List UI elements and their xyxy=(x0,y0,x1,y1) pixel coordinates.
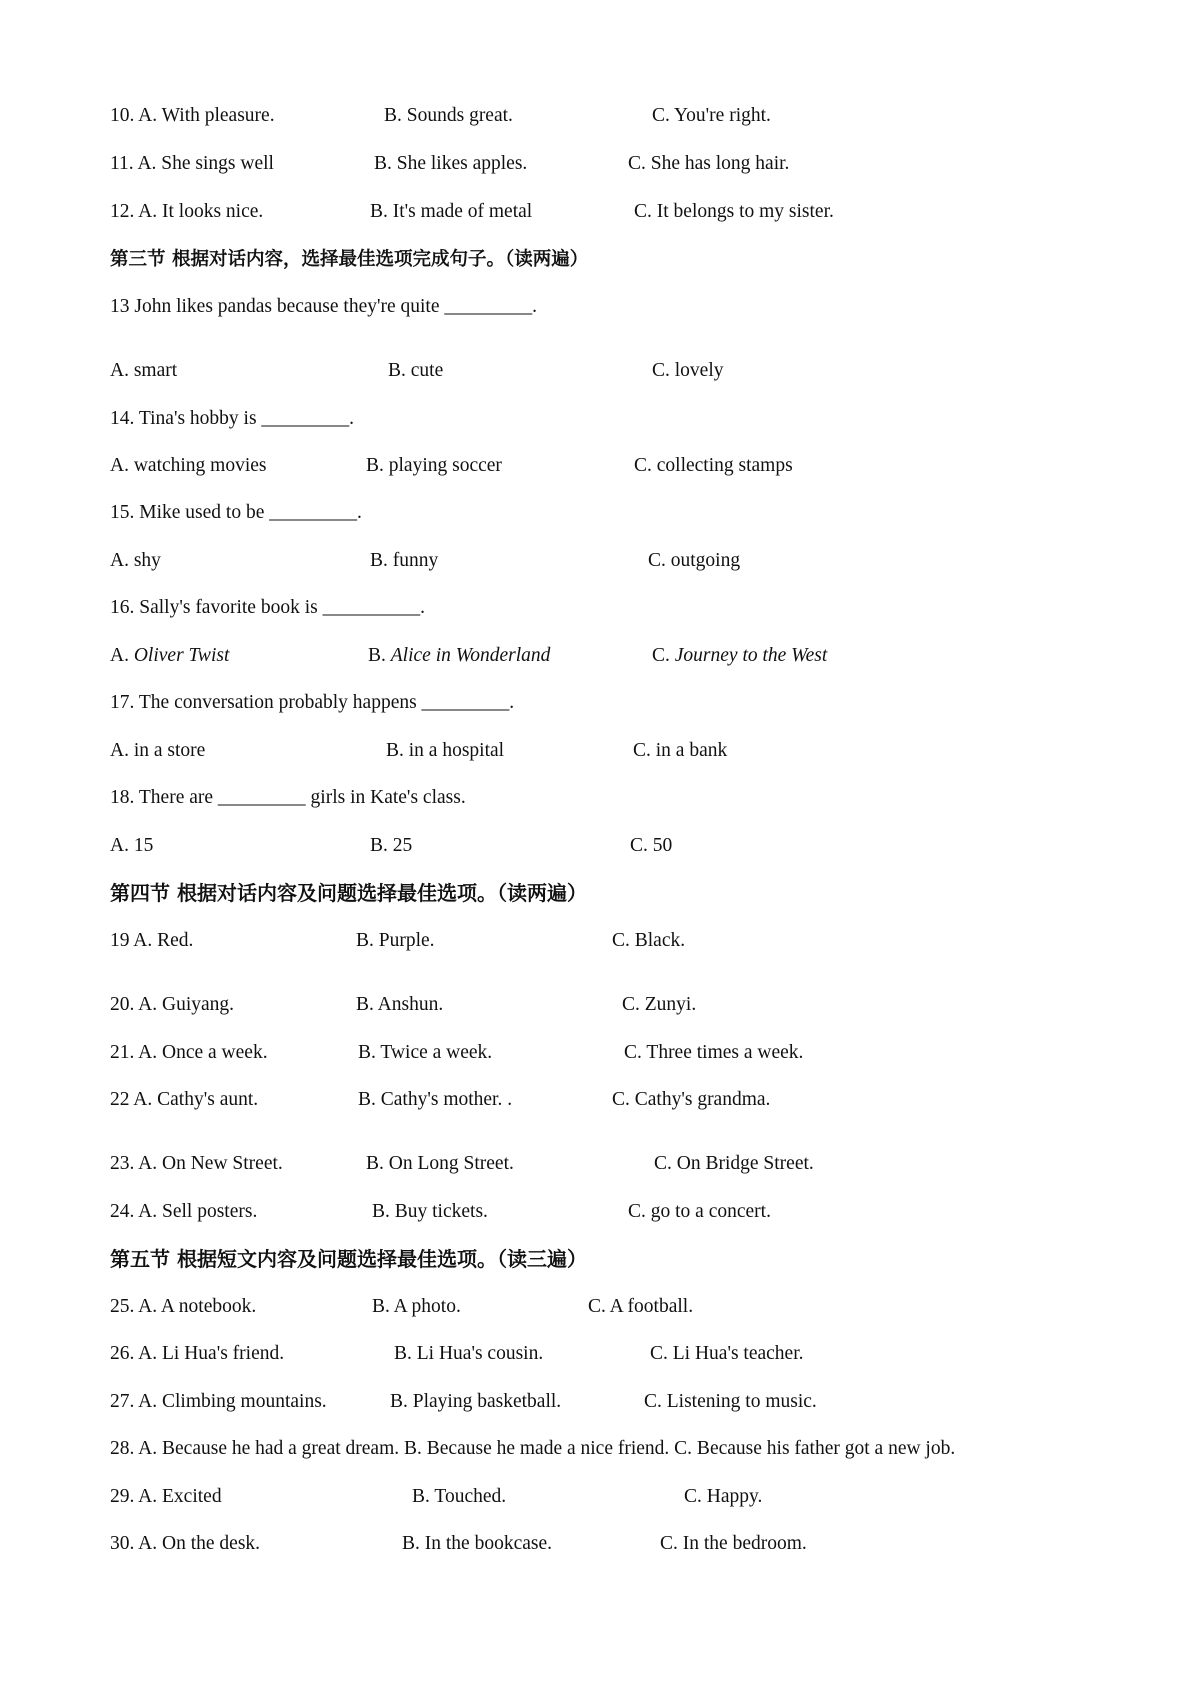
option-b: B. A photo. xyxy=(372,1296,461,1317)
option-a: A. in a store xyxy=(110,740,206,761)
question-21-options xyxy=(110,1037,1110,1069)
section-5-heading: 第五节 根据短文内容及问题选择最佳选项。（读三遍） xyxy=(110,1247,587,1271)
option-prefix: A. xyxy=(110,645,134,666)
option-a: 26. A. Li Hua's friend. xyxy=(110,1343,285,1364)
question-20-options xyxy=(110,989,1110,1021)
option-c: C. You're right. xyxy=(652,105,771,126)
option-c: C. On Bridge Street. xyxy=(654,1153,814,1174)
section-3-heading: 第三节 根据对话内容，选择最佳选项完成句子。（读两遍） xyxy=(110,249,589,270)
option-a: 12. A. It looks nice. xyxy=(110,201,264,222)
question-13-stem xyxy=(110,291,1110,323)
option-b: B. Twice a week. xyxy=(358,1042,493,1063)
option-a: 11. A. She sings well xyxy=(110,153,274,174)
option-b: B. playing soccer xyxy=(366,455,502,476)
option-a: 29. A. Excited xyxy=(110,1486,222,1507)
option-c: C. Black. xyxy=(612,930,686,951)
question-13-options xyxy=(110,355,1110,387)
book-title: Alice in Wonderland xyxy=(390,645,551,666)
book-title: Oliver Twist xyxy=(133,645,230,666)
book-title: Journey to the West xyxy=(674,645,828,666)
option-c: C. Li Hua's teacher. xyxy=(650,1343,804,1364)
question-17-stem xyxy=(110,687,1110,719)
question-27-options xyxy=(110,1386,1110,1418)
question-14-stem xyxy=(110,403,1110,435)
option-a: 10. A. With pleasure. xyxy=(110,105,275,126)
option-a: A. smart xyxy=(110,360,178,381)
option-c: C. A football. xyxy=(588,1296,694,1317)
option-a: A. 15 xyxy=(110,835,154,856)
option-a: A. shy xyxy=(110,550,161,571)
option-a: 19 A. Red. xyxy=(110,930,194,951)
option-a: 22 A. Cathy's aunt. xyxy=(110,1089,259,1110)
option-b: B. Cathy's mother. . xyxy=(358,1089,513,1110)
option-b: B. Purple. xyxy=(356,930,435,951)
question-30-options xyxy=(110,1528,1110,1560)
question-stem: 13 John likes pandas because they're quite _________. xyxy=(110,296,538,317)
question-24-options xyxy=(110,1196,1110,1228)
option-c: C. It belongs to my sister. xyxy=(634,201,834,222)
question-25-options xyxy=(110,1291,1110,1323)
option-a: 30. A. On the desk. xyxy=(110,1533,261,1554)
question-11-options xyxy=(110,148,1110,180)
question-stem: 16. Sally's favorite book is __________. xyxy=(110,597,425,618)
option-a: 24. A. Sell posters. xyxy=(110,1201,258,1222)
option-b: B. Playing basketball. xyxy=(390,1391,562,1412)
option-b: B. Buy tickets. xyxy=(372,1201,488,1222)
option-b: B. On Long Street. xyxy=(366,1153,514,1174)
option-b: B. In the bookcase. xyxy=(402,1533,553,1554)
option-a: A. watching movies xyxy=(110,455,267,476)
question-18-options xyxy=(110,830,1110,862)
question-18-stem xyxy=(110,782,1110,814)
option-c: C. Happy. xyxy=(684,1486,763,1507)
option-c: C. In the bedroom. xyxy=(660,1533,807,1554)
question-stem: 18. There are _________ girls in Kate's class. xyxy=(110,787,466,808)
question-28-options xyxy=(110,1433,1110,1465)
question-22-options xyxy=(110,1084,1110,1116)
question-stem: 17. The conversation probably happens _________. xyxy=(110,692,515,713)
option-a: 23. A. On New Street. xyxy=(110,1153,283,1174)
option-c: C. Cathy's grandma. xyxy=(612,1089,771,1110)
option-c: C. Zunyi. xyxy=(622,994,697,1015)
option-c: C. outgoing xyxy=(648,550,741,571)
option-b: B. Li Hua's cousin. xyxy=(394,1343,544,1364)
question-15-options xyxy=(110,545,1110,577)
question-16-stem xyxy=(110,592,1110,624)
option-c: C. Three times a week. xyxy=(624,1042,804,1063)
option-c: C. lovely xyxy=(652,360,724,381)
option-c: C. in a bank xyxy=(633,740,728,761)
option-a: 21. A. Once a week. xyxy=(110,1042,268,1063)
question-29-options xyxy=(110,1481,1110,1513)
option-b: B. Anshun. xyxy=(356,994,444,1015)
option-b: B. 25 xyxy=(370,835,413,856)
option-c xyxy=(652,640,827,672)
option-a: 25. A. A notebook. xyxy=(110,1296,257,1317)
question-stem: 15. Mike used to be _________. xyxy=(110,502,362,523)
question-19-options xyxy=(110,925,1110,957)
option-b: B. Touched. xyxy=(412,1486,507,1507)
question-15-stem xyxy=(110,497,1110,529)
option-c: C. 50 xyxy=(630,835,673,856)
question-10-options xyxy=(110,100,1110,132)
option-a xyxy=(110,640,229,672)
question-16-options xyxy=(110,640,1110,672)
option-prefix: B. xyxy=(368,645,391,666)
option-c: C. go to a concert. xyxy=(628,1201,771,1222)
option-b xyxy=(368,640,550,672)
question-14-options xyxy=(110,450,1110,482)
question-stem: 14. Tina's hobby is _________. xyxy=(110,408,355,429)
option-b: B. Sounds great. xyxy=(384,105,513,126)
question-28-full: 28. A. Because he had a great dream. B. Because he made a nice friend. C. Because his father got a new job. xyxy=(110,1438,956,1459)
option-b: B. It's made of metal xyxy=(370,201,533,222)
option-b: B. She likes apples. xyxy=(374,153,528,174)
question-23-options xyxy=(110,1148,1110,1180)
option-a: 20. A. Guiyang. xyxy=(110,994,235,1015)
option-c: C. collecting stamps xyxy=(634,455,793,476)
option-b: B. funny xyxy=(370,550,439,571)
option-a: 27. A. Climbing mountains. xyxy=(110,1391,327,1412)
option-b: B. cute xyxy=(388,360,444,381)
option-prefix: C. xyxy=(652,645,675,666)
question-12-options xyxy=(110,196,1110,228)
section-4-heading: 第四节 根据对话内容及问题选择最佳选项。（读两遍） xyxy=(110,881,587,905)
question-26-options xyxy=(110,1338,1110,1370)
option-c: C. She has long hair. xyxy=(628,153,790,174)
option-c: C. Listening to music. xyxy=(644,1391,817,1412)
question-17-options xyxy=(110,735,1110,767)
option-b: B. in a hospital xyxy=(386,740,505,761)
